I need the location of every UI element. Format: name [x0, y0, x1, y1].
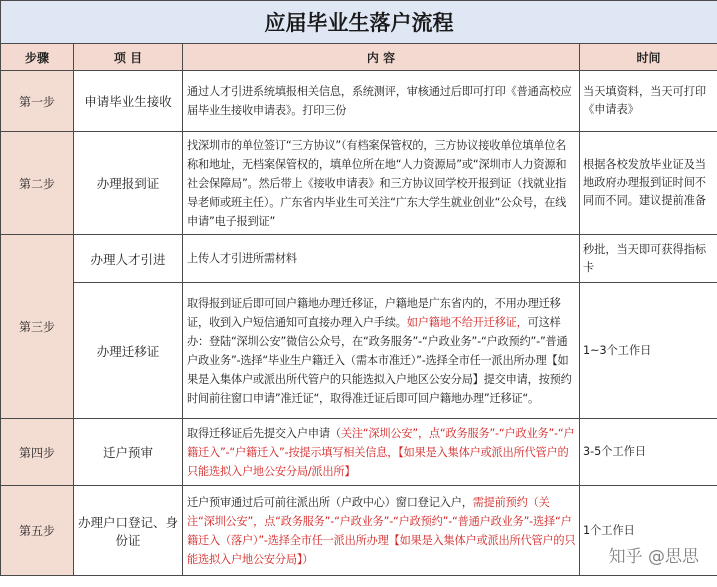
content-text: 可这样办：登陆“深圳公安”微信公众号，在“政务服务”-“户政业务”-“户政预约”-”普通户政业务”-选择“毕业生户籍迁入（需本市准迁）”-选择全市任一派出所办理【如果是入集体户或派出所代管户的只能选拟入户地区公安分局】提交申请，按预约时间前往窗口申请”准迁证“，取得准迁证后即可回户籍地办理”迁移证“。 — [187, 315, 572, 405]
time-cell: 根据各校发放毕业证及当地政府办理报到证时间不同而不同。建议提前准备 — [580, 132, 717, 235]
content-cell — [183, 283, 580, 419]
header-item: 项 目 — [74, 44, 183, 71]
table-row — [1, 71, 717, 132]
step-cell: 第四步 — [1, 419, 74, 486]
header-row — [1, 44, 717, 71]
content-text: 取得报到证后即可回户籍地办理迁移证，户籍地是广东省内的，不用办理迁移证，收到入户短信通知可直接办理入户手续。 — [187, 296, 561, 329]
content-cell — [183, 132, 580, 235]
content-text: 通过人才引进系统填报相关信息，系统测评，审核通过后即可打印《普通高校应届毕业生接收申请表》。打印三份 — [187, 85, 572, 117]
watermark: 知乎 @思思 — [608, 547, 699, 567]
page-title: 应届毕业生落户流程 — [1, 1, 717, 44]
table-row — [1, 132, 717, 235]
time-cell: 秒批，当天即可获得指标卡 — [580, 235, 717, 283]
content-cell — [183, 71, 580, 132]
content-text: 取得迁移证后先提交入户申请（ — [187, 426, 341, 440]
content-text: 迁户预审通过后可前往派出所（户政中心）窗口登记入户， — [187, 495, 473, 509]
item-cell: 办理人才引进 — [74, 235, 183, 283]
table-row — [1, 283, 717, 419]
content-cell — [183, 419, 580, 486]
table-row — [1, 235, 717, 283]
item-cell: 办理迁移证 — [74, 283, 183, 419]
content-cell — [183, 486, 580, 576]
content-cell — [183, 235, 580, 283]
time-cell: 当天填资料，当天可打印《申请表》 — [580, 71, 717, 132]
item-cell: 办理户口登记、身份证 — [74, 486, 183, 576]
highlighted-text: 需提前预约（关注“深圳公安”，点“政务服务”-“户政业务”-“户政预约”-“普通户政业务”-选择“户籍迁入（落户）”-选择全市任一派出所办理【如果是入集体户或派出所代管户的只能选拟入户地公安分局】） — [187, 495, 576, 566]
highlighted-text: 关注“深圳公安”，点“政务服务”-“户政业务”-“户籍迁入”-“户籍迁入”-按提示填写相关信息，【如果是入集体户或派出所代管户的只能选拟入户地公安分局/派出所】 — [187, 426, 575, 478]
time-cell: 3-5个工作日 — [580, 419, 717, 486]
time-cell: 1~3个工作日 — [580, 283, 717, 419]
table-row — [1, 419, 717, 486]
item-cell: 迁户预审 — [74, 419, 183, 486]
step-cell: 第二步 — [1, 132, 74, 235]
item-cell: 办理报到证 — [74, 132, 183, 235]
content-text: 找深圳市的单位签订“三方协议”（有档案保管权的，三方协议接收单位填单位名称和地址，无档案保管权的，填单位所在地“人力资源局”或“深圳市人力资源和社会保障局”。然后带上《接收申请表》和三方协议回学校开报到证（找就业指导老师或班主任）。广东省内毕业生可关注“广东大学生就业创业“公众号，在线申请”电子报到证” — [187, 138, 567, 228]
item-cell: 申请毕业生接收 — [74, 71, 183, 132]
step-cell: 第一步 — [1, 71, 74, 132]
step-cell: 第五步 — [1, 486, 74, 576]
content-text: 上传人才引进所需材料 — [187, 252, 297, 265]
time-cell: 1个工作日 — [580, 486, 717, 576]
header-time: 时间 — [580, 44, 717, 71]
header-step: 步骤 — [1, 44, 74, 71]
step-cell: 第三步 — [1, 235, 74, 419]
header-content: 内 容 — [183, 44, 580, 71]
highlighted-text: 如户籍地不给开迁移证， — [406, 315, 528, 329]
